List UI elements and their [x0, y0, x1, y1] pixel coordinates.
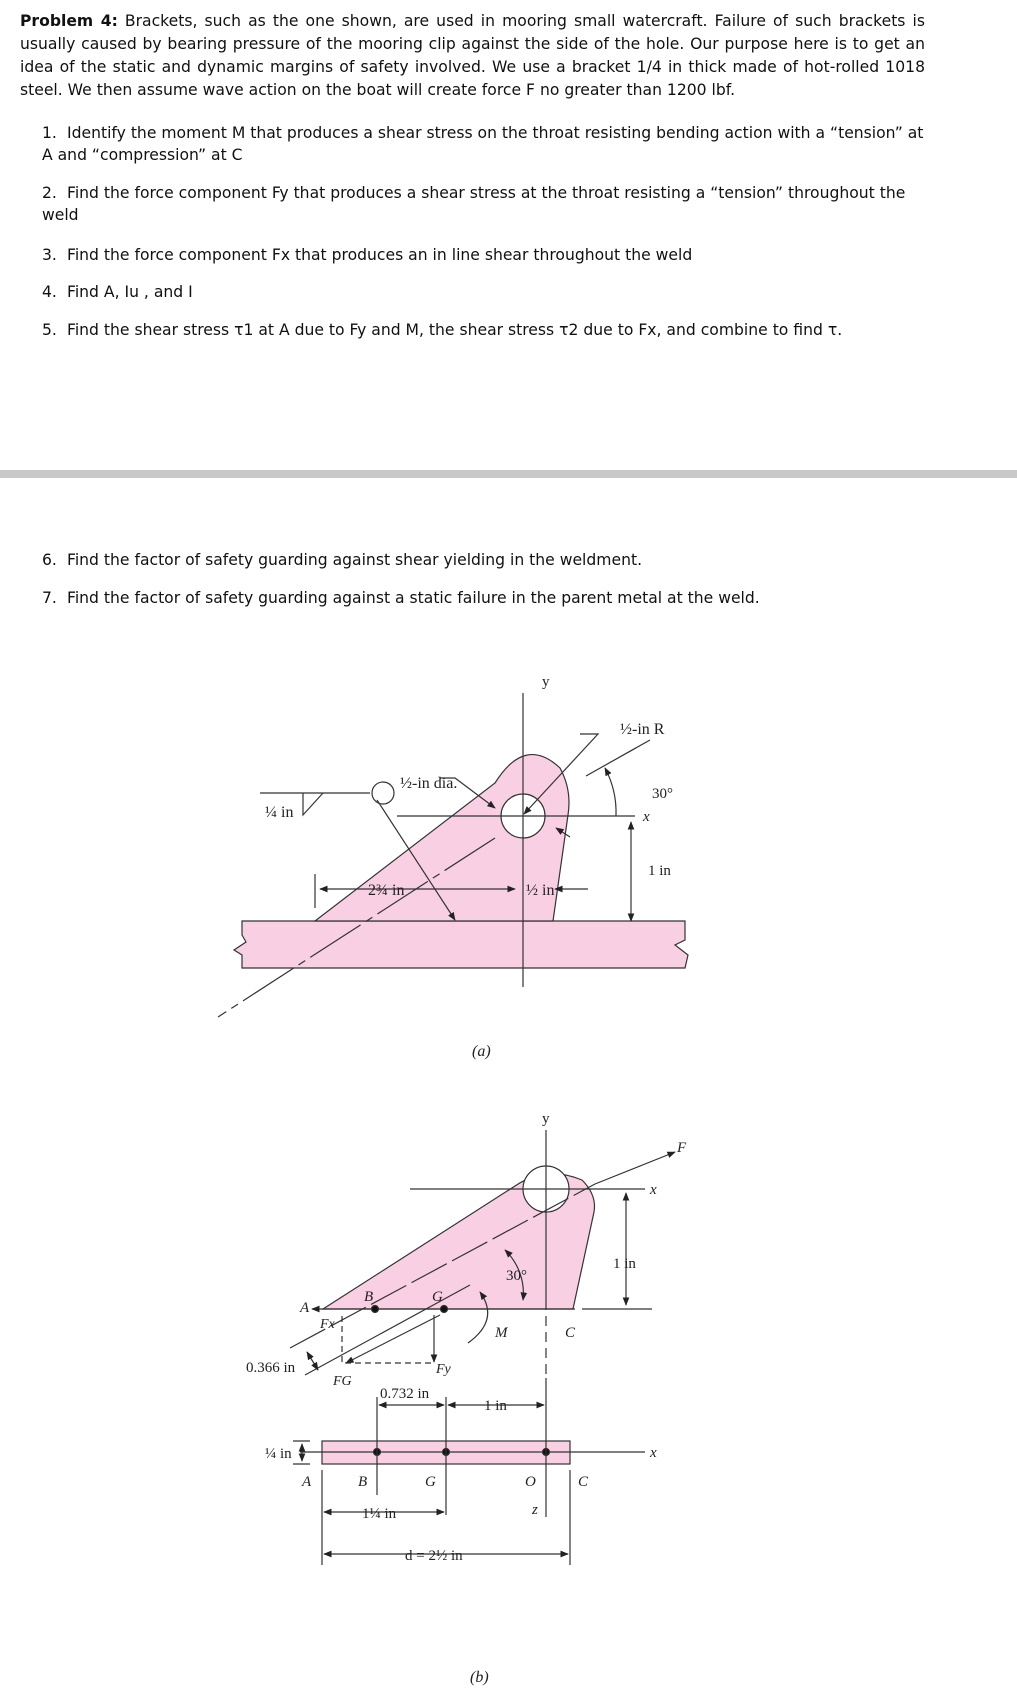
problem-heading: Problem 4:	[20, 12, 118, 30]
angle-label: 30°	[652, 786, 673, 802]
item-text: Find A, Iu , and I	[67, 283, 193, 301]
x-axis-label: x	[643, 809, 650, 825]
offset-dim	[307, 1352, 318, 1370]
y-axis-label: y	[542, 1111, 550, 1127]
radius-label: ½-in R	[620, 721, 665, 738]
offset-label: 0.366 in	[246, 1360, 296, 1376]
angle-label: 30°	[506, 1268, 527, 1284]
thickness-label: ¼ in	[265, 1446, 292, 1462]
item-number: 4.	[42, 283, 57, 301]
fx-label: Fx	[320, 1317, 335, 1332]
z-axis-label: z	[532, 1502, 538, 1518]
figure-b	[246, 1111, 687, 1686]
figure-b-caption: (b)	[470, 1669, 489, 1686]
d-dim-label: d = 2½ in	[405, 1548, 463, 1564]
point-a-label-2: A	[302, 1474, 312, 1490]
left-dim-label: 2¾ in	[368, 882, 405, 899]
angle-ref-line	[586, 740, 650, 776]
origin-label: O	[525, 1474, 536, 1490]
go-dim-label: 1 in	[484, 1398, 507, 1414]
height-label: 1 in	[648, 863, 671, 879]
item-number: 7.	[42, 589, 57, 607]
item-text: Find the shear stress τ1 at A due to Fy and M, the shear stress τ2 due to Fx, and combine to find τ.	[67, 321, 843, 339]
fg-arrow	[346, 1315, 440, 1363]
point-a-label: A	[300, 1300, 310, 1316]
point-b-label: B	[364, 1289, 374, 1305]
hole-label: ½-in dia.	[400, 775, 458, 792]
point-g-label: G	[432, 1289, 443, 1305]
point-g-label-2: G	[425, 1474, 436, 1490]
moment-label: M	[495, 1325, 508, 1341]
fy-label: Fy	[436, 1362, 451, 1377]
bg-dim-label: 0.732 in	[380, 1386, 430, 1402]
item-number: 5.	[42, 321, 57, 339]
ag-dim-label: 1¼ in	[362, 1506, 397, 1522]
force-arrow	[595, 1152, 675, 1184]
figure-a	[218, 674, 688, 1060]
height-label: 1 in	[613, 1256, 636, 1272]
figure-a-caption: (a)	[472, 1043, 491, 1060]
base-plate	[234, 921, 688, 968]
item-number: 6.	[42, 551, 57, 569]
item-text: Find the factor of safety guarding against shear yielding in the weldment.	[67, 551, 643, 569]
right-dim-label: ½ in	[526, 882, 555, 899]
x-axis-label: x	[650, 1182, 657, 1198]
item-text: Identify the moment M that produces a shear stress on the throat resisting bending action with a “tension” at A and “compression” at C	[42, 124, 924, 164]
item-text: Find the force component Fy that produces a shear stress at the throat resisting a “tension” throughout the weld	[42, 184, 906, 224]
problem-intro: Brackets, such as the one shown, are used in mooring small watercraft. Failure of such brackets is usually caused by bearing pressure of the mooring clip against the side of the hole. Our purpose here is to get an idea of the static and dynamic margins of safety involved. We use a bracket 1/4 in thick made of hot-rolled 1018 steel. We then assume wave action on the boat will create force F no greater than 1200 lbf.	[20, 12, 925, 99]
item-number: 3.	[42, 246, 57, 264]
point-b-label-2: B	[358, 1474, 368, 1490]
point-c-label-2: C	[578, 1474, 589, 1490]
item-text: Find the factor of safety guarding against a static failure in the parent metal at the weld.	[67, 589, 760, 607]
x-axis-label-2: x	[650, 1445, 657, 1461]
weld-size-label: ¼ in	[265, 804, 294, 821]
item-number: 1.	[42, 124, 57, 142]
item-text: Find the force component Fx that produces an in line shear throughout the weld	[67, 246, 693, 264]
fg-label: FG	[333, 1374, 352, 1389]
point-c-label: C	[565, 1325, 576, 1341]
y-axis-label: y	[542, 674, 550, 690]
angle-arc	[605, 768, 616, 816]
force-label: F	[677, 1140, 687, 1156]
item-number: 2.	[42, 184, 57, 202]
